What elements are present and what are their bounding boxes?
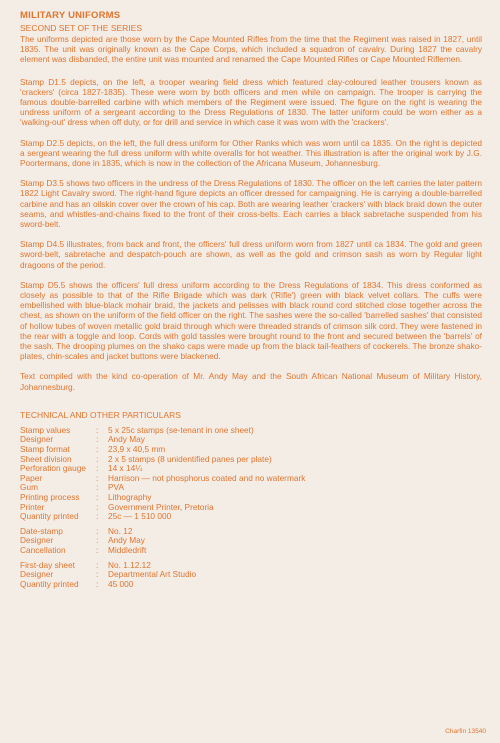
spec-key: Gum bbox=[20, 482, 38, 493]
spec-separator: : bbox=[96, 569, 99, 580]
spec-separator: : bbox=[96, 559, 99, 570]
spec-value: Lithography bbox=[108, 492, 152, 503]
spec-row bbox=[20, 426, 305, 436]
stamp-d1-paragraph: Stamp D1.5 depicts, on the left, a trooper wearing field dress which featured clay-coloured leather trousers known as 'crackers' (circa 1827-1835). These were worn by both officers and men while on campaign. The trooper is carrying the famous double-barrelled carbine with which members of the Regiment were issued. The figure on the right is wearing the undress uniform of a sergeant according to the Dress Regulations of 1830. The latter uniform could be worn either as a 'walking-out' dress when off duty, or for drill and service in which case it was worn with the 'crackers'. bbox=[20, 76, 482, 128]
firstday-row bbox=[20, 580, 305, 590]
spec-separator: : bbox=[96, 444, 99, 455]
spec-separator: : bbox=[96, 453, 99, 464]
firstday-row bbox=[20, 556, 305, 571]
document-title: MILITARY UNIFORMS bbox=[20, 10, 121, 21]
spec-key: Perforation gauge bbox=[20, 463, 86, 474]
catalogue-code: Charfin 13540 bbox=[445, 728, 486, 735]
spec-separator: : bbox=[96, 492, 99, 503]
stamp-d4-paragraph: Stamp D4.5 illustrates, from back and front, the officers' full dress uniform worn from 1827 until ca 1834. The gold and green sword-belt, sabretache and despatch-pouch are shown, as well as the gold and crimson sash as worn by Regular light dragoons of the period. bbox=[20, 239, 482, 270]
spec-value: Andy May bbox=[108, 434, 145, 445]
spec-value: 14 x 14¼ bbox=[108, 463, 143, 474]
spec-value: 2 x 5 stamps (8 unidentified panes per plate) bbox=[108, 453, 272, 464]
spec-key: Date-stamp bbox=[20, 525, 63, 536]
spec-separator: : bbox=[96, 525, 99, 536]
spec-value: PVA bbox=[108, 482, 124, 493]
stamp-d5-paragraph: Stamp D5.5 shows the officers' full dress uniform according to the Dress Regulations of 1834. This dress conformed as closely as possible to that of the Rifle Brigade which was dark ('Rifle') green with black velvet collars. The cuffs were embellished with blue-black mohair braid, the jackets and pelisses with black round cord stitched close together across the chest, as shown on the uniform of the field officer on the right. The sashes were the so-called 'barrelled sashes' that consisted of hollow tubes of woven metallic gold braid through which were threaded strands of crimson silk cord. They were fastened in the rear with a toggle and loop. Cords with gold tassles were brought round to the front and secured between the 'barrels' of the sash. The drooping plumes on the shako caps were made up from the black tail-feathers of cockerels. The bronze shako-plates, chin-scales and jacket buttons were blackened. bbox=[20, 279, 482, 362]
spec-key: Stamp values bbox=[20, 424, 71, 435]
spec-key: First-day sheet bbox=[20, 559, 75, 570]
technical-heading: TECHNICAL AND OTHER PARTICULARS bbox=[20, 409, 181, 420]
spec-value: 23,9 x 40,5 mm bbox=[108, 444, 166, 455]
spec-value: No. 1.12.12 bbox=[108, 559, 151, 570]
intro-paragraph: The uniforms depicted are those worn by the Cape Mounted Rifles from the time that the Regiment was raised in 1827, until 1835. The unit was originally known as the Cape Corps, which included a squadron of cavalry. During 1827 the cavalry element was disbanded, the entire unit was mounted and renamed the Cape Mounted Rifles or Cape Mounted Riflemen. bbox=[20, 34, 482, 65]
spec-separator: : bbox=[96, 511, 99, 522]
spec-value: Harrison — not phosphorus coated and no watermark bbox=[108, 472, 306, 483]
spec-value: Andy May bbox=[108, 535, 145, 546]
spec-key: Quantity printed bbox=[20, 578, 79, 589]
spec-value: 25c — 1 510 000 bbox=[108, 511, 172, 522]
spec-key: Sheet division bbox=[20, 453, 72, 464]
spec-value: 45 000 bbox=[108, 578, 134, 589]
spec-row bbox=[20, 474, 305, 484]
spec-key: Paper bbox=[20, 472, 43, 483]
spec-key: Designer bbox=[20, 434, 54, 445]
spec-separator: : bbox=[96, 482, 99, 493]
spec-key: Designer bbox=[20, 535, 54, 546]
spec-key: Stamp format bbox=[20, 444, 70, 455]
spec-key: Printing process bbox=[20, 492, 80, 503]
spec-key: Designer bbox=[20, 569, 54, 580]
stamp-d2-paragraph: Stamp D2.5 depicts, on the left, the full dress uniform for Other Ranks which was worn until ca 1835. On the right is depicted a sergeant wearing the full dress uniform with white overalls for hot weather. This illustration is after the original work by J.G. Poortermans, done in 1835, which is now in the collection of the Africana Museum, Johannesburg. bbox=[20, 137, 482, 169]
spec-row bbox=[20, 512, 305, 522]
spec-separator: : bbox=[96, 535, 99, 546]
document-subtitle: SECOND SET OF THE SERIES bbox=[20, 23, 143, 33]
spec-key: Printer bbox=[20, 501, 45, 512]
technical-specs-table bbox=[20, 426, 305, 590]
spec-value: No. 12 bbox=[108, 525, 133, 536]
spec-value: Middledrift bbox=[108, 545, 147, 556]
spec-value: Government Printer, Pretoria bbox=[108, 501, 214, 512]
spec-separator: : bbox=[96, 424, 99, 435]
spec-value: Departmental Art Studio bbox=[108, 569, 197, 580]
spec-separator: : bbox=[96, 463, 99, 474]
spec-separator: : bbox=[96, 434, 99, 445]
spec-separator: : bbox=[96, 545, 99, 556]
spec-key: Cancellation bbox=[20, 545, 66, 556]
datestamp-row bbox=[20, 546, 305, 556]
spec-separator: : bbox=[96, 578, 99, 589]
spec-value: 5 x 25c stamps (se-tenant in one sheet) bbox=[108, 424, 254, 435]
document-page bbox=[20, 10, 482, 589]
credits-paragraph: Text compiled with the kind co-operation of Mr. Andy May and the South African National Museum of Military History, Johannesburg. bbox=[20, 371, 482, 392]
datestamp-row bbox=[20, 522, 305, 537]
spec-separator: : bbox=[96, 501, 99, 512]
spec-separator: : bbox=[96, 472, 99, 483]
spec-key: Quantity printed bbox=[20, 511, 79, 522]
stamp-d3-paragraph: Stamp D3.5 shows two officers in the undress of the Dress Regulations of 1830. The officer on the left carries the later pattern 1822 Light Cavalry sword. The right-hand figure depicts an officer dressed for campaigning. He is carrying a double-barrelled carbine and has an oilskin cover over the crown of his cap. Both are wearing leather 'crackers' with black braid down the outer seams, and whistles-and-chains fixed to the front of their cross-belts. Each carries a black sabretache suspended from his sword-belt. bbox=[20, 178, 482, 230]
